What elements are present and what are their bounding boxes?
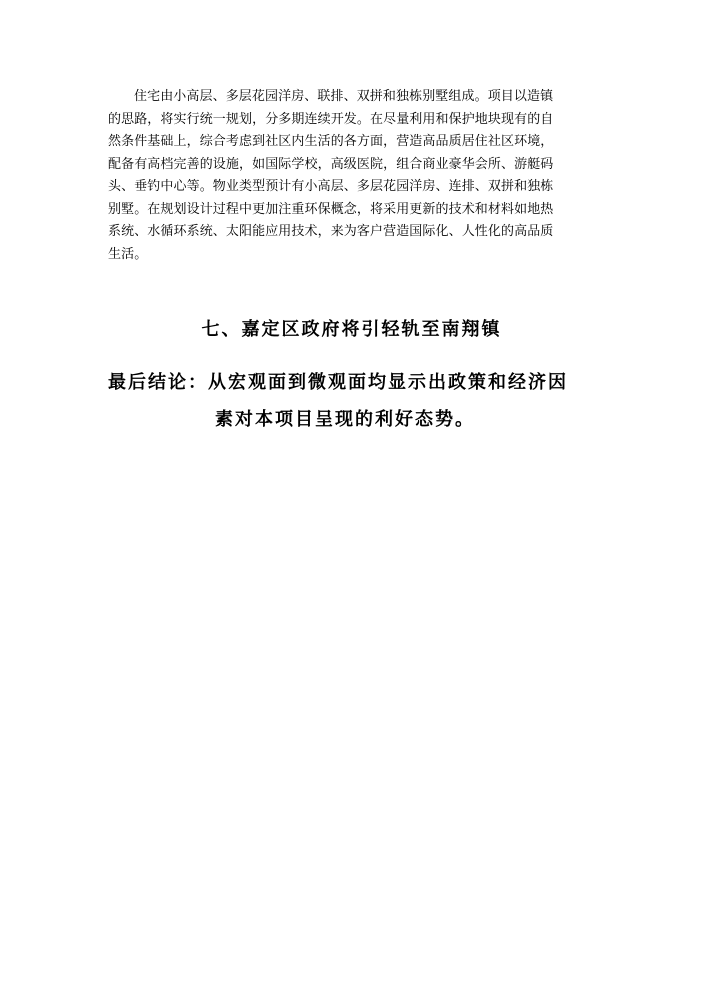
conclusion-line-2: 素对本项目呈现的利好态势。 bbox=[215, 409, 475, 430]
conclusion-line-1: 最后结论：从宏观面到微观面均显示出政策和经济因 bbox=[108, 372, 568, 393]
paragraph-line: 头、垂钓中心等。物业类型预计有小高层、多层花园洋房、连排、双拼和独栋 bbox=[108, 179, 554, 194]
paragraph-line: 生活。 bbox=[108, 246, 148, 262]
paragraph-line: 住宅由小高层、多层花园洋房、联排、双拼和独栋别墅组成。项目以造镇 bbox=[134, 89, 554, 104]
paragraph-line: 配备有高档完善的设施，如国际学校，高级医院，组合商业豪华会所、游艇码 bbox=[108, 156, 554, 172]
paragraph-line: 的思路，将实行统一规划，分多期连续开发。在尽量利用和保护地块现有的自 bbox=[108, 111, 554, 127]
paragraph-line: 系统、水循环系统、太阳能应用技术，来为客户营造国际化、人性化的高品质 bbox=[108, 224, 554, 239]
section-heading: 七、嘉定区政府将引轻轨至南翔镇 bbox=[201, 319, 502, 340]
paragraph-line: 别墅。在规划设计过程中更加注重环保概念，将采用更新的技术和材料如地热 bbox=[108, 201, 554, 217]
paragraph-line: 然条件基础上，综合考虑到社区内生活的各方面，营造高品质居住社区环境， bbox=[108, 134, 554, 149]
body-paragraph bbox=[108, 86, 598, 266]
